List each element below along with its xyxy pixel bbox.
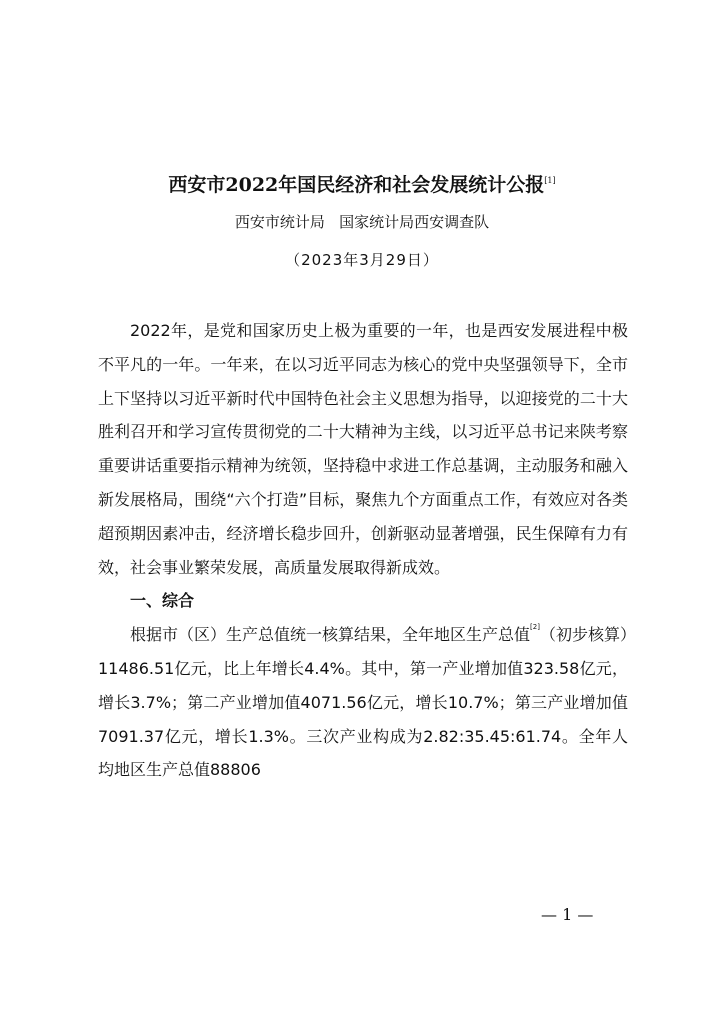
publication-date: （2023年3月29日） <box>285 251 439 269</box>
document-title <box>0 170 724 200</box>
section-general-paragraph <box>98 618 628 787</box>
title-footnote-marker: [1] <box>544 176 556 185</box>
paragraph-text-part2: （初步核算）11486.51亿元，比上年增长4.4%。其中，第一产业增加值323.58亿元，增长3.7%；第二产业增加值4071.56亿元，增长10.7%；第三产业增加值7091.37亿元，增长1.3%。三次产业构成为2.82:35.45:61.74。全年人均地区生产总值88806 <box>98 625 628 780</box>
paragraph-text-part1: 根据市（区）生产总值统一核算结果，全年地区生产总值 <box>130 625 531 645</box>
footnote-marker: [2] <box>530 623 540 632</box>
intro-paragraph: 2022年，是党和国家历史上极为重要的一年，也是西安发展进程中极不平凡的一年。一年来，在以习近平同志为核心的党中央坚强领导下，全市上下坚持以习近平新时代中国特色社会主义思想为指导，以迎接党的二十大胜利召开和学习宣传贯彻党的二十大精神为主线，以习近平总书记来陕考察重要讲话重要指示精神为统领，坚持稳中求进工作总基调，主动服务和融入新发展格局，围绕“六个打造”目标，聚焦九个方面重点工作，有效应对各类超预期因素冲击，经济增长稳步回升，创新驱动显著增强，民生保障有力有效，社会事业繁荣发展，高质量发展取得新成效。 <box>98 321 628 577</box>
section-heading-general: 一、综合 <box>130 591 195 611</box>
title-text: 西安市2022年国民经济和社会发展统计公报 <box>168 174 545 196</box>
issuing-authorities: 西安市统计局 国家统计局西安调查队 <box>234 213 490 231</box>
document-body <box>98 314 628 787</box>
page-number: — 1 — <box>541 905 594 924</box>
